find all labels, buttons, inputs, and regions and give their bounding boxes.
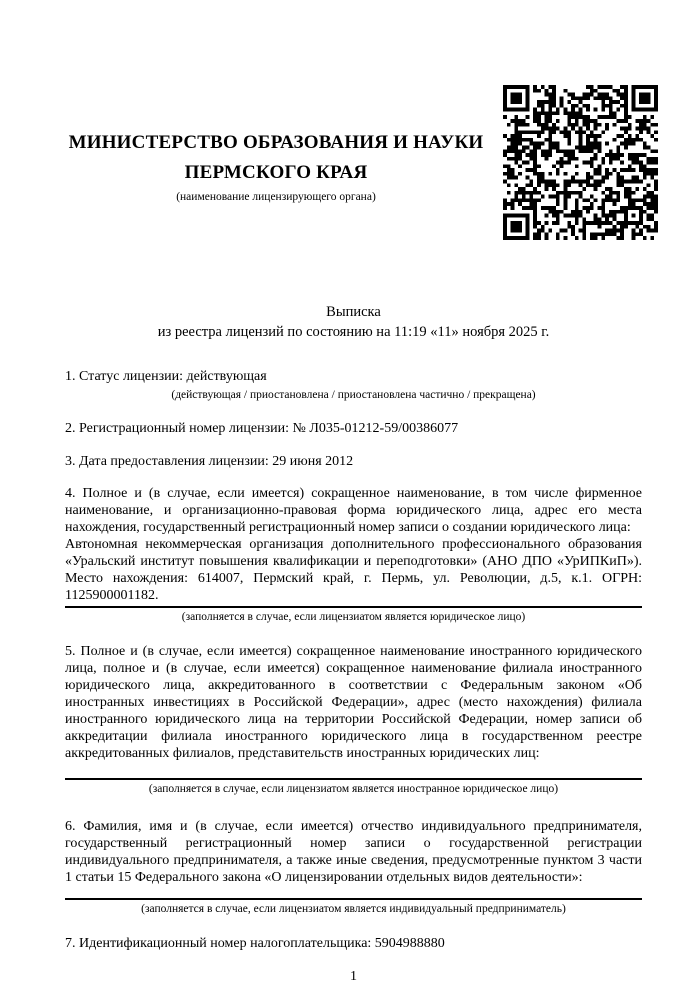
fill-in-rule-legal-entity (65, 606, 642, 608)
qr-code-icon (503, 85, 658, 240)
item-6-fill-caption: (заполняется в случае, если лицензиатом является индивидуальный предприниматель) (141, 903, 566, 915)
document-title-line1: Выписка (326, 304, 381, 320)
fill-in-rule-individual-entrepreneur (65, 898, 642, 900)
item-2-registration-number: 2. Регистрационный номер лицензии: № Л035-01212-59/00386077 (65, 421, 459, 436)
item-1-license-status: 1. Статус лицензии: действующая (65, 369, 267, 384)
item-5-foreign-entity-prompt: 5. Полное и (в случае, если имеется) сокращенное наименование иностранного юридического лица, полное и (в случае, если имеется) сокращенное наименование филиала иностранного юридического лица, аккредитованного в соответствии с Федеральным законом «Об иностранных инвестициях в Российской Федерации», адрес (место нахождения) филиала иностранного юридического лица на территории Российской Федерации, номер записи об аккредитации филиала иностранного юридического лица в государственном реестре аккредитованных филиалов, представительств иностранных юридических лиц: (65, 644, 642, 761)
item-6-individual-entrepreneur-prompt: 6. Фамилия, имя и (в случае, если имеется) отчество индивидуального предпринимателя, государственный регистрационный номер записи о государственной регистрации индивидуального предпринимателя, а также иные сведения, предусмотренные пунктом 3 части 1 статьи 15 Федерального закона «О лицензировании отдельных видов деятельности»: (65, 819, 642, 885)
item-5-fill-caption: (заполняется в случае, если лицензиатом является иностранное юридическое лицо) (148, 783, 559, 795)
ministry-name: МИНИСТЕРСТВО ОБРАЗОВАНИЯ И НАУКИ ПЕРМСКОГО КРАЯ (68, 132, 484, 183)
document-title-line2: из реестра лицензий по состоянию на 11:19 «11» ноября 2025 г. (157, 324, 550, 340)
page-number: 1 (350, 969, 357, 984)
item-3-grant-date: 3. Дата предоставления лицензии: 29 июня 2012 (65, 454, 354, 469)
item-7-taxpayer-number: 7. Идентификационный номер налогоплательщика: 5904988880 (65, 936, 445, 951)
item-4-legal-entity-prompt: 4. Полное и (в случае, если имеется) сокращенное наименование, в том числе фирменное наименование, и организационно-правовая форма юридического лица, адрес его места нахождения, государственный регистрационный номер записи о создании юридического лица: (65, 486, 642, 535)
item-4-legal-entity-value: Автономная некоммерческая организация дополнительного профессионального образования «Уральский институт повышения квалификации и переподготовки» (АНО ДПО «УрИПКиП»). Место нахождения: 614007, Пермский край, г. Пермь, ул. Революции, д.5, к.1. ОГРН: 1125900001182. (65, 537, 642, 603)
ministry-name-caption: (наименование лицензирующего органа) (176, 191, 376, 203)
fill-in-rule-foreign-entity (65, 778, 642, 780)
document-title (65, 302, 642, 342)
item-1-status-options-caption: (действующая / приостановлена / приостановлена частично / прекращена) (171, 389, 536, 401)
item-4-fill-caption: (заполняется в случае, если лицензиатом является юридическое лицо) (181, 611, 526, 623)
licensing-authority-block (65, 128, 487, 204)
